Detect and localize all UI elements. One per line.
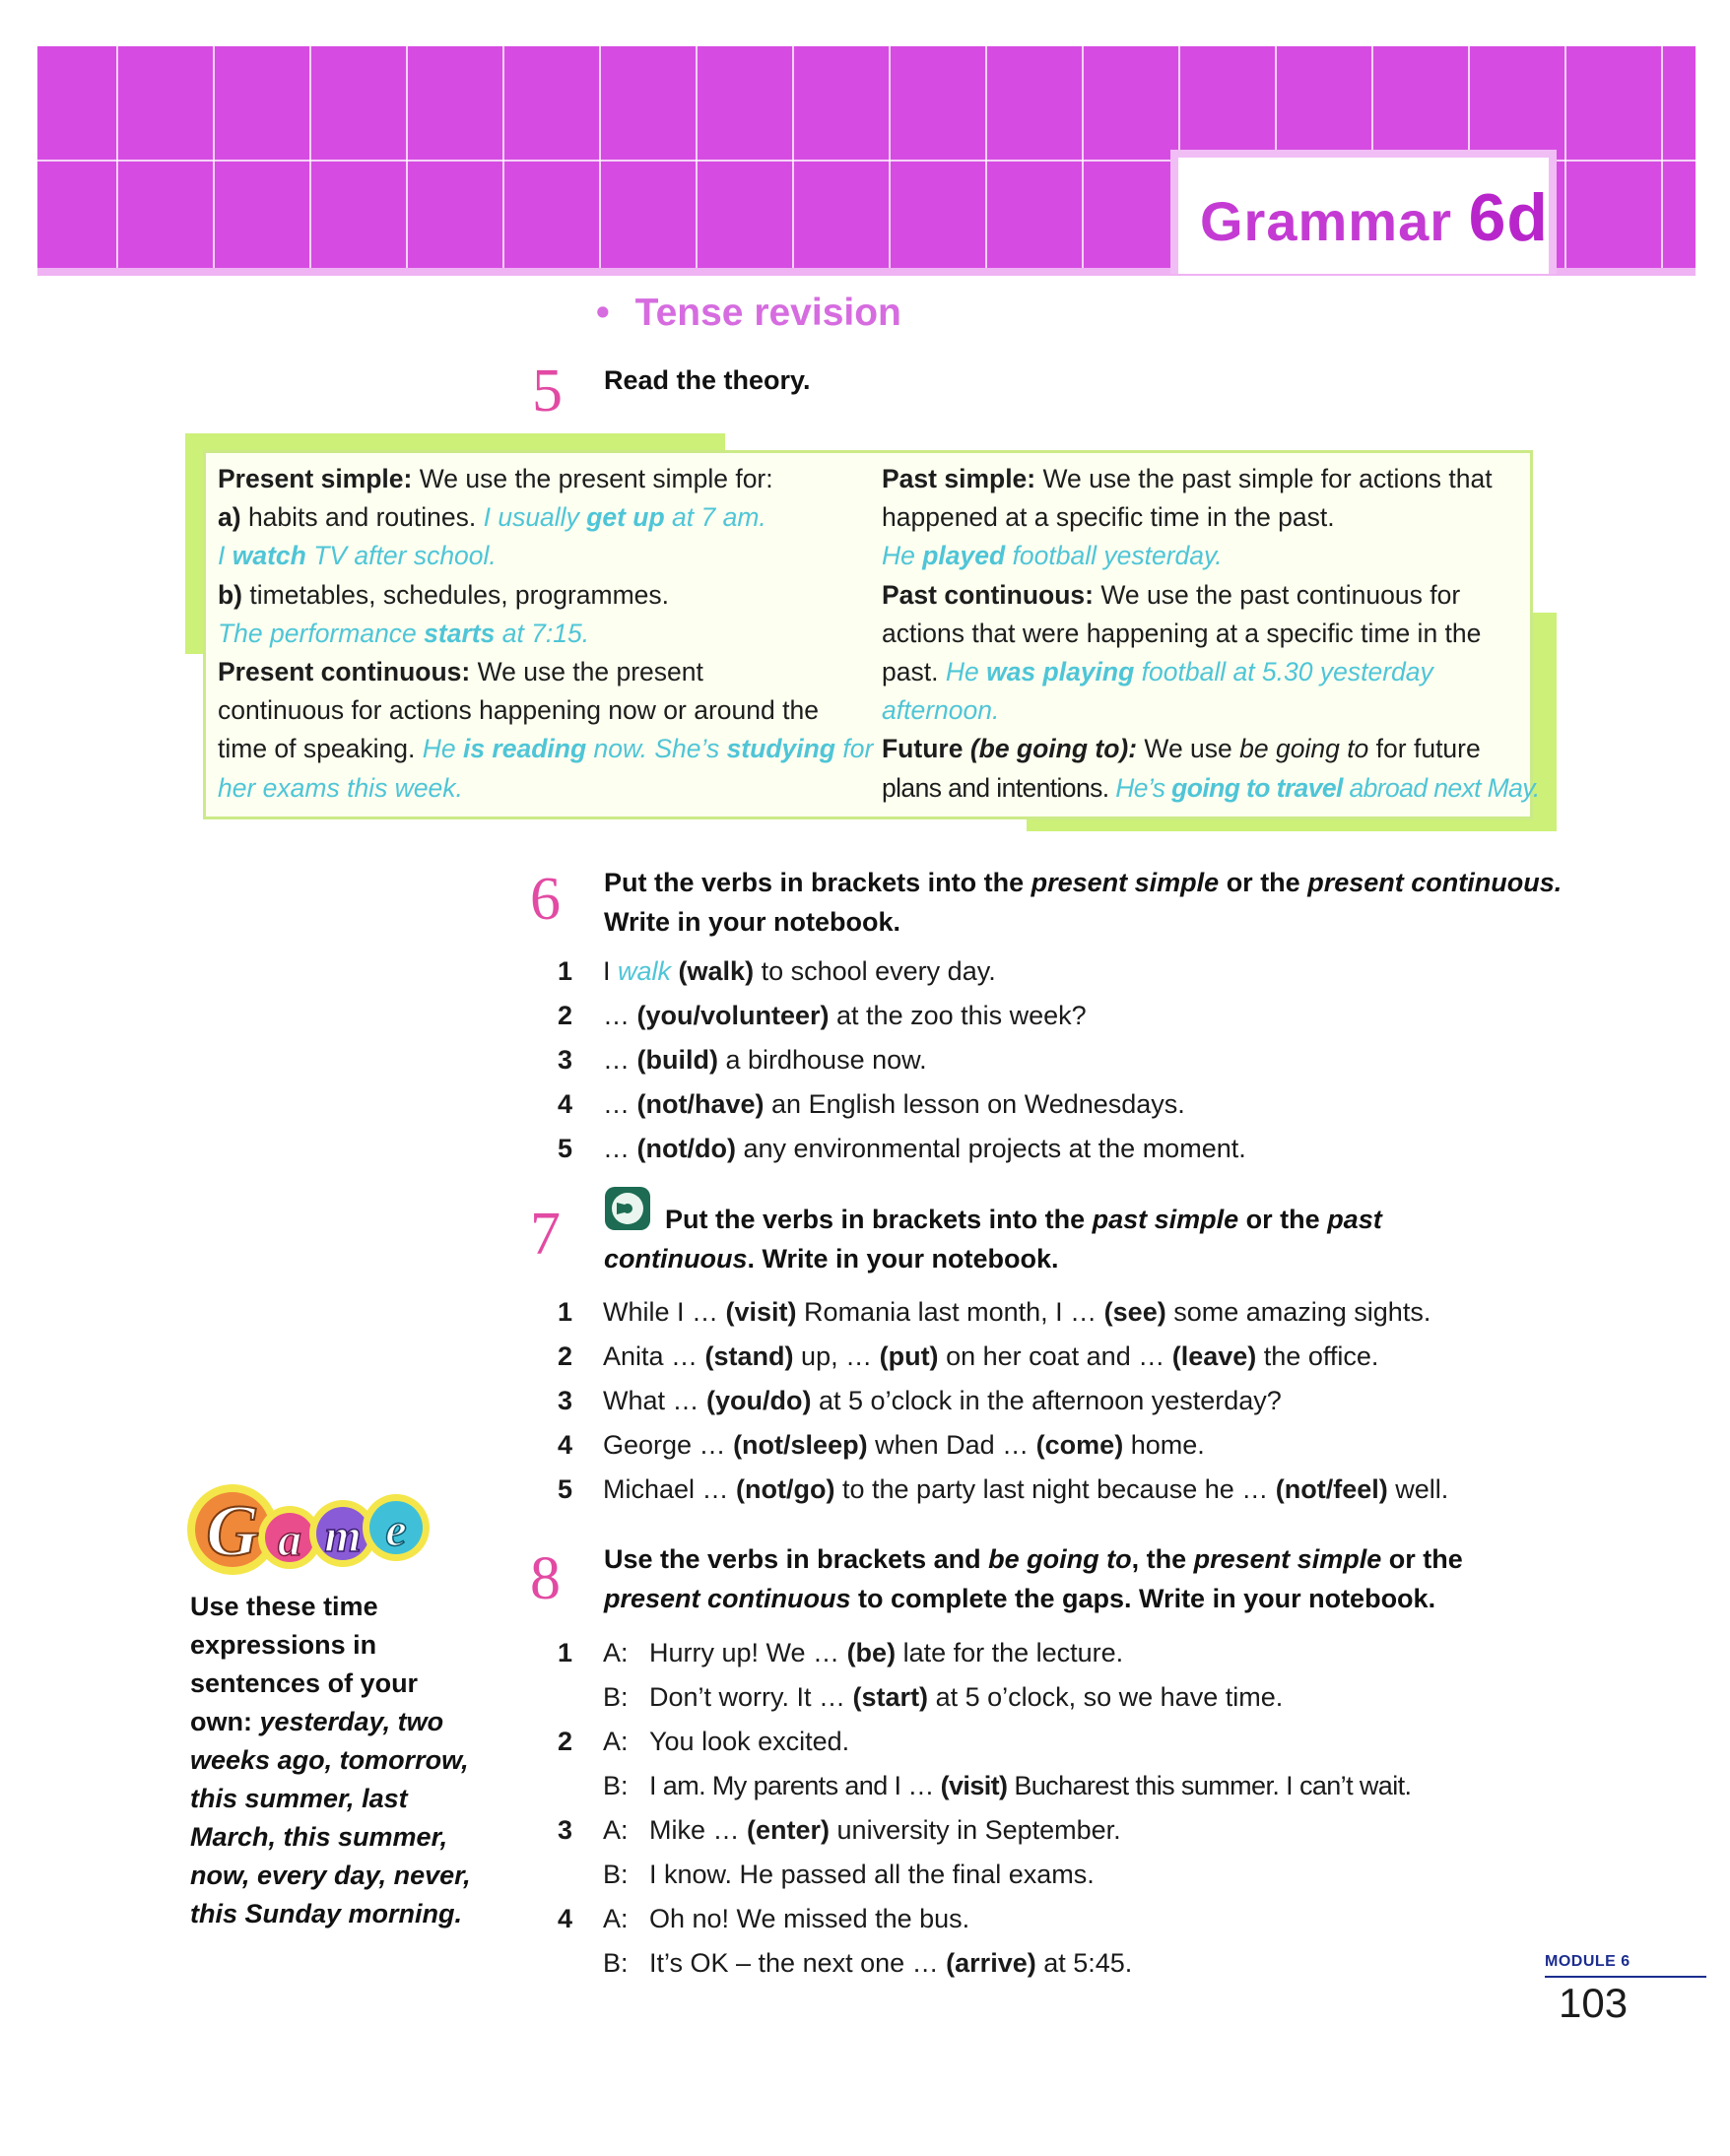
exercise-8-instruction: Use the verbs in brackets and be going to, the present simple or the present continuous to complete the gaps. Write in your notebook. (604, 1544, 1463, 1613)
exercise-8-dialogues (558, 1631, 1411, 1986)
exercise-5-instruction: Read the theory. (604, 365, 811, 395)
dialogue-line: B: It’s OK – the next one … (arrive) at 5:45. (603, 1948, 1133, 1978)
exercise-7-number: 7 (530, 1201, 561, 1268)
example-answer: walk (618, 956, 672, 986)
dialogue-line: B: I am. My parents and I … (visit) Bucharest this summer. I can’t wait. (603, 1771, 1412, 1800)
svg-text:a: a (278, 1514, 301, 1566)
page-title-code: 6d (1468, 180, 1549, 255)
module-rule (1545, 1976, 1706, 1978)
page-title: Grammar 6d (1200, 180, 1549, 255)
list-item: 5 … (not/do) any environmental projects at the moment. (558, 1134, 1246, 1163)
list-item: 4 George … (not/sleep) when Dad … (come) home. (558, 1430, 1205, 1460)
svg-text:m: m (324, 1510, 362, 1562)
list-item: 3 What … (you/do) at 5 o’clock in the afternoon yesterday? (558, 1386, 1282, 1415)
list-item: 2 Anita … (stand) up, … (put) on her coat and … (leave) the office. (558, 1341, 1379, 1371)
list-item: 2 … (you/volunteer) at the zoo this week? (558, 1001, 1087, 1030)
game-logo (187, 1472, 433, 1581)
page-number: 103 (1559, 1980, 1629, 2026)
exercise-8-number: 8 (530, 1545, 561, 1612)
theory-left-column: Present simple: We use the present simple for: a) habits and routines. I usually get up at 7 am. I watch TV after school. b) timetables, schedules, programmes. The performance starts at 7:15. Present continuous: We use the present continuous for actions happening now or around the time of speaking. He is reading now. She’s studying for her exams this week. (218, 464, 874, 803)
exercise-7-items (558, 1290, 1448, 1512)
list-item: 1 I walk (walk) to school every day. (558, 956, 996, 986)
list-item: 3 … (build) a birdhouse now. (558, 1045, 927, 1075)
list-item: 1 While I … (visit) Romania last month, I … (see) some amazing sights. (558, 1297, 1431, 1327)
exercise-7-instruction: Put the verbs in brackets into the past simple or the past continuous. Write in your notebook. (604, 1205, 1382, 1274)
dialogue-line: 2 A: You look excited. (558, 1727, 850, 1756)
theory-right-column: Past simple: We use the past simple for actions that happened at a specific time in the past. He played football yesterday. Past continuous: We use the past continuous for actions that were happening at a specific time in the past. He was playing football at 5.30 yesterday afternoon. Future (be going to): We use be going to for future plans and intentions. He’s going to travel abroad next May. (882, 464, 1540, 803)
svg-text:G: G (206, 1491, 259, 1572)
list-item: 4 … (not/have) an English lesson on Wednesdays. (558, 1089, 1185, 1119)
svg-text:e: e (385, 1504, 407, 1556)
game-instructions: Use these time expressions in sentences of your own: yesterday, two weeks ago, tomorrow, this summer, last March, this summer, now, every day, never, this Sunday morning. (190, 1592, 471, 1928)
module-label: MODULE 6 (1545, 1953, 1630, 1970)
dialogue-line: 3 A: Mike … (enter) university in September. (558, 1815, 1121, 1845)
section-heading: • Tense revision (596, 292, 901, 334)
exercise-6-instruction: Put the verbs in brackets into the present simple or the present continuous. Write in your notebook. (604, 868, 1563, 937)
dialogue-line: 4 A: Oh no! We missed the bus. (558, 1904, 970, 1933)
dialogue-line: B: I know. He passed all the final exams. (603, 1860, 1095, 1889)
dialogue-line: B: Don’t worry. It … (start) at 5 o’clock, so we have time. (603, 1682, 1284, 1712)
exercise-6-number: 6 (530, 866, 561, 933)
exercise-6-items (558, 949, 1246, 1171)
list-item: 5 Michael … (not/go) to the party last night because he … (not/feel) well. (558, 1474, 1449, 1504)
exercise-5-number: 5 (532, 358, 563, 425)
dialogue-line: 1 A: Hurry up! We … (be) late for the lecture. (558, 1638, 1124, 1667)
